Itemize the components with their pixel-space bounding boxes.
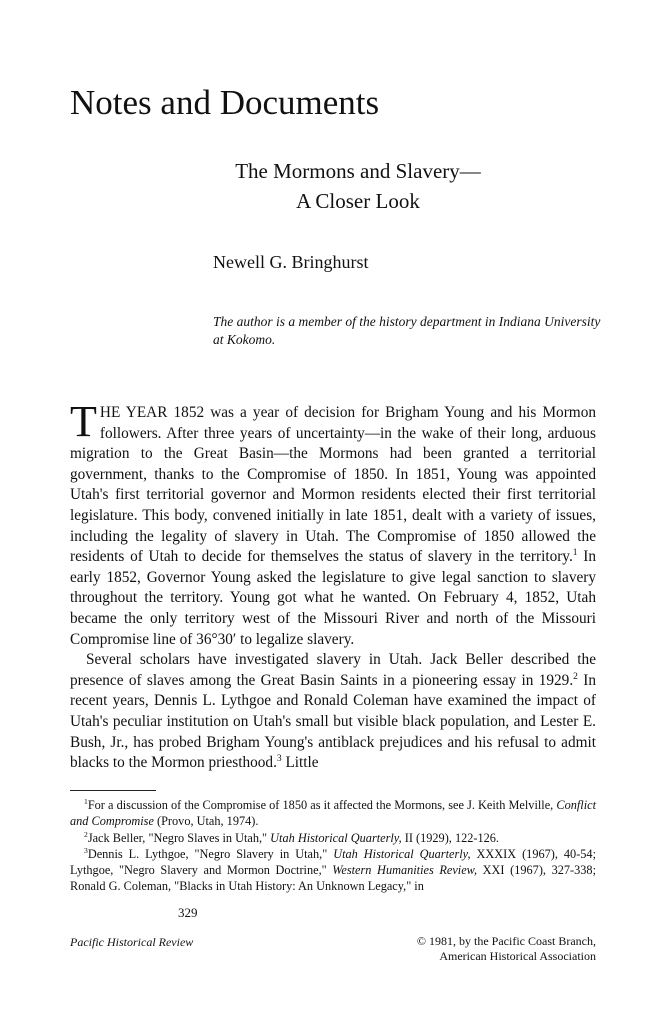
footnote-text: (Provo, Utah, 1974). <box>153 814 259 829</box>
footnote-journal-title: Utah Historical Quarterly, <box>333 846 471 861</box>
article-title-line-2: A Closer Look <box>296 189 420 213</box>
article-title-line-1: The Mormons and Slavery— <box>235 159 481 183</box>
paragraph-2-text-b: In recent years, Dennis L. Lythgoe and Ronald Coleman have examined the impact of Utah's peculiar institution on Utah's small but visible black population, and Lester E. Bush, Jr., has probed Brigham Young's antiblack prejudices and his refusal to admit blacks to the Mormon priesthood. <box>70 671 596 772</box>
copyright-line-2: American Historical Association <box>439 949 596 963</box>
footnote-ref-2[interactable]: 2 <box>573 671 578 682</box>
article-title <box>0 156 596 216</box>
footnote-text: II (1929), 122-126. <box>401 830 500 845</box>
footnote-text: XXI (1967), 327-338; Ronald G. Coleman, "Blacks in Utah History: An Unknown Legacy," in <box>70 863 597 894</box>
page-number: 329 <box>178 905 198 920</box>
section-title: Notes and Documents <box>70 83 380 122</box>
footnote-number: 3 <box>84 845 88 855</box>
paragraph-1-text-b: In early 1852, Governor Young asked the legislature to give legal sanction to slavery throughout the territory. Young got what he wanted. On February 4, 1852, Utah became the only territory west of the Missouri River and north of the Missouri Compromise line of 36°30′ to legalize slavery. <box>70 548 596 648</box>
copyright-notice <box>417 934 596 964</box>
footnote-number: 1 <box>84 796 88 806</box>
footnote-journal-title: Utah Historical Quarterly, <box>270 830 402 845</box>
footnote-ref-3[interactable]: 3 <box>276 754 282 764</box>
footnote-2 <box>70 830 596 846</box>
footnote-3 <box>70 846 596 895</box>
footnote-text: For a discussion of the Compromise of 1850 as it affected the Mormons, see J. Keith Melville, <box>87 798 557 812</box>
footnote-text: Jack Beller, "Negro Slaves in Utah," <box>87 830 271 845</box>
lead-in: HE YEAR <box>99 404 168 421</box>
author-name: Newell G. Bringhurst <box>213 252 369 272</box>
paragraph-2-text-c: Little <box>281 754 319 772</box>
footnote-ref-1[interactable]: 1 <box>572 548 578 559</box>
paragraph-2-text-a: Several scholars have investigated slavery in Utah. Jack Beller described the presence of slaves among the Great Basin Saints in a pioneering essay in 1929. <box>70 651 596 689</box>
footnote-1 <box>70 797 596 830</box>
footnote-text: XXXIX (1967), 40-54; Lythgoe, "Negro Slavery and Mormon Doctrine," <box>70 846 596 878</box>
footnote-text: Dennis L. Lythgoe, "Negro Slavery in Utah," <box>87 846 334 861</box>
article-body <box>70 397 596 774</box>
paragraph-1 <box>70 397 596 650</box>
author-affiliation: The author is a member of the history department in Indiana University at Kokomo. <box>213 314 601 347</box>
footnotes <box>70 797 596 895</box>
footnote-number: 2 <box>84 829 88 839</box>
footnote-journal-title: Western Humanities Review, <box>332 863 478 878</box>
footnote-book-title: Conflict and Compromise <box>70 798 596 829</box>
paragraph-1-text-a: 1852 was a year of decision for Brigham Young and his Mormon followers. After three years of uncertainty—in the wake of their long, arduous migration to the Great Basin—the Mormons had been granted a territorial government, thanks to the Compromise of 1850. In 1851, Young was appointed Utah's first territorial governor and Mormon residents elected their first territorial legislature. This body, convened initially in late 1851, dealt with a variety of issues, including the legality of slavery in Utah. The Compromise of 1850 allowed the residents of Utah to decide for themselves the status of slavery in the territory. <box>70 404 596 566</box>
footnote-divider <box>70 790 156 791</box>
copyright-line-1: © 1981, by the Pacific Coast Branch, <box>416 934 596 948</box>
journal-name: Pacific Historical Review <box>70 935 194 949</box>
paragraph-2 <box>70 650 596 774</box>
drop-cap: T <box>70 397 97 446</box>
